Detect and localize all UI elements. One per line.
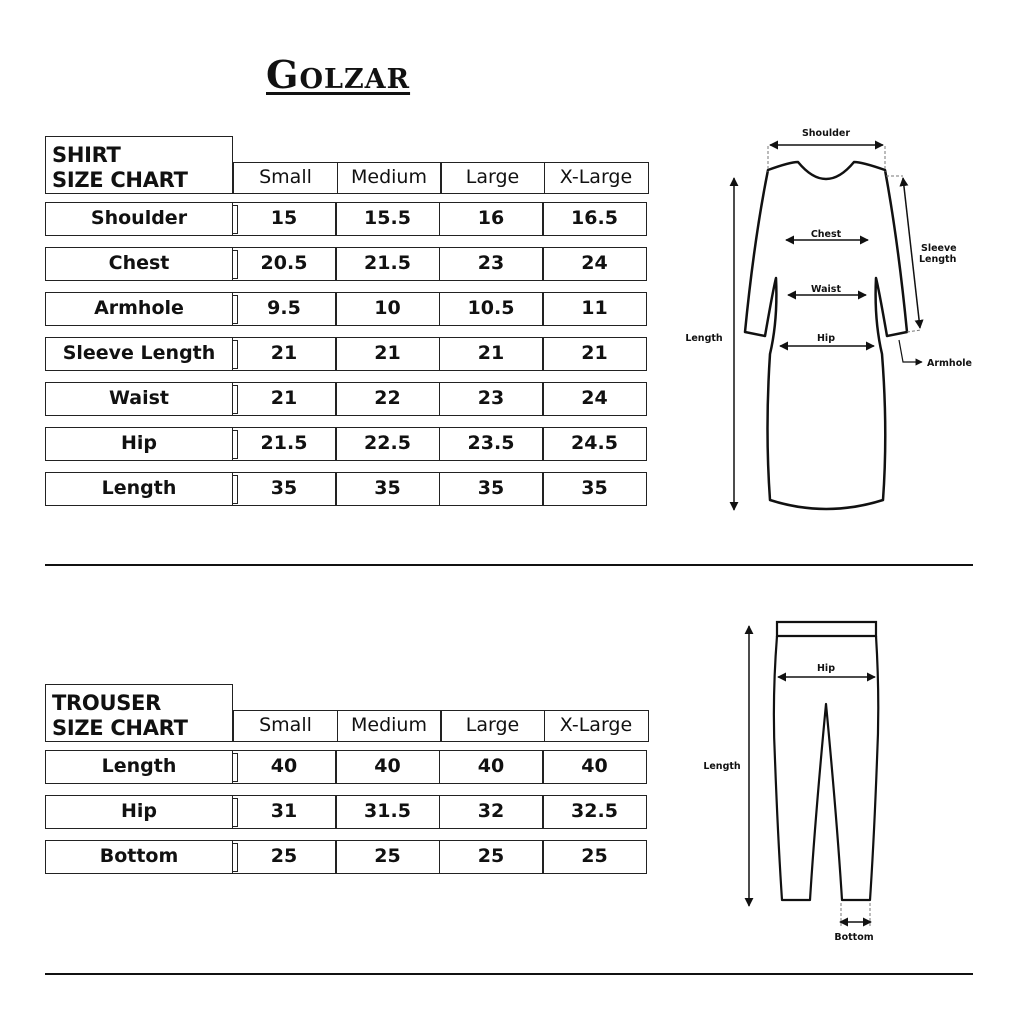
table-row (45, 840, 647, 874)
shirt-chart-title (45, 136, 233, 194)
row-label: Chest (45, 247, 233, 281)
table-cell: 21 (335, 337, 440, 371)
size-col-medium: Medium (337, 710, 442, 742)
table-cell: 10 (335, 292, 440, 326)
table-row (45, 337, 647, 371)
row-label: Sleeve Length (45, 337, 233, 371)
trouser-diagram (690, 615, 950, 945)
table-cell: 11 (542, 292, 647, 326)
table-cell: 20.5 (232, 247, 337, 281)
row-label: Bottom (45, 840, 233, 874)
shirt-size-header (233, 162, 649, 194)
chest-label: Chest (810, 229, 842, 240)
trouser-title-line2: SIZE CHART (52, 716, 188, 740)
row-label: Hip (45, 427, 233, 461)
table-row (45, 795, 647, 829)
table-cell: 24.5 (542, 427, 647, 461)
size-col-large: Large (440, 162, 545, 194)
table-cell: 22 (335, 382, 440, 416)
table-cell: 31.5 (335, 795, 440, 829)
shirt-title-line2: SIZE CHART (52, 168, 188, 192)
table-cell: 24 (542, 247, 647, 281)
trouser-title-line1: TROUSER (52, 691, 161, 715)
table-cell: 15 (232, 202, 337, 236)
table-cell: 25 (542, 840, 647, 874)
armhole-label: Armhole (927, 358, 972, 369)
table-cell: 21 (232, 382, 337, 416)
table-cell: 21.5 (335, 247, 440, 281)
table-cell: 40 (232, 750, 337, 784)
size-col-large: Large (440, 710, 545, 742)
size-col-small: Small (233, 162, 338, 194)
table-cell: 35 (232, 472, 337, 506)
table-cell: 10.5 (439, 292, 544, 326)
hip-label: Hip (816, 333, 836, 344)
table-cell: 21 (439, 337, 544, 371)
table-row (45, 427, 647, 461)
table-cell: 21 (232, 337, 337, 371)
shirt-title-line1: SHIRT (52, 143, 121, 167)
table-cell: 21.5 (232, 427, 337, 461)
size-col-medium: Medium (337, 162, 442, 194)
table-cell: 31 (232, 795, 337, 829)
row-label: Waist (45, 382, 233, 416)
table-row (45, 247, 647, 281)
shirt-diagram (680, 120, 980, 520)
size-col-xlarge: X-Large (544, 162, 649, 194)
table-cell: 9.5 (232, 292, 337, 326)
table-row (45, 750, 647, 784)
table-cell: 23.5 (439, 427, 544, 461)
table-cell: 25 (439, 840, 544, 874)
row-label: Hip (45, 795, 233, 829)
trouser-waistband (777, 622, 876, 636)
section-divider (45, 973, 973, 975)
table-cell: 35 (542, 472, 647, 506)
size-col-small: Small (233, 710, 338, 742)
row-label: Armhole (45, 292, 233, 326)
row-label: Length (45, 750, 233, 784)
table-row (45, 292, 647, 326)
trouser-hip-label: Hip (816, 663, 836, 674)
table-cell: 40 (439, 750, 544, 784)
trouser-bottom-label: Bottom (834, 932, 874, 943)
row-label: Shoulder (45, 202, 233, 236)
table-row (45, 472, 647, 506)
sleeve-label-line1: Sleeve (921, 243, 957, 254)
table-cell: 35 (439, 472, 544, 506)
brand-logo: Golzar (266, 52, 411, 97)
length-label: Length (685, 333, 723, 344)
table-cell: 35 (335, 472, 440, 506)
row-label: Length (45, 472, 233, 506)
shoulder-label: Shoulder (801, 128, 851, 139)
table-cell: 40 (542, 750, 647, 784)
table-cell: 23 (439, 382, 544, 416)
table-cell: 21 (542, 337, 647, 371)
trouser-length-label: Length (703, 761, 741, 772)
waist-label: Waist (810, 284, 842, 295)
trouser-size-header (233, 710, 649, 742)
table-cell: 16 (439, 202, 544, 236)
size-col-xlarge: X-Large (544, 710, 649, 742)
table-cell: 40 (335, 750, 440, 784)
table-cell: 32 (439, 795, 544, 829)
table-cell: 24 (542, 382, 647, 416)
table-cell: 15.5 (335, 202, 440, 236)
table-cell: 22.5 (335, 427, 440, 461)
table-row (45, 382, 647, 416)
table-cell: 32.5 (542, 795, 647, 829)
table-row (45, 202, 647, 236)
table-cell: 25 (232, 840, 337, 874)
table-cell: 23 (439, 247, 544, 281)
trouser-outline (774, 636, 878, 900)
section-divider (45, 564, 973, 566)
sleeve-label-line2: Length (919, 254, 957, 265)
table-cell: 16.5 (542, 202, 647, 236)
table-cell: 25 (335, 840, 440, 874)
trouser-chart-title (45, 684, 233, 742)
